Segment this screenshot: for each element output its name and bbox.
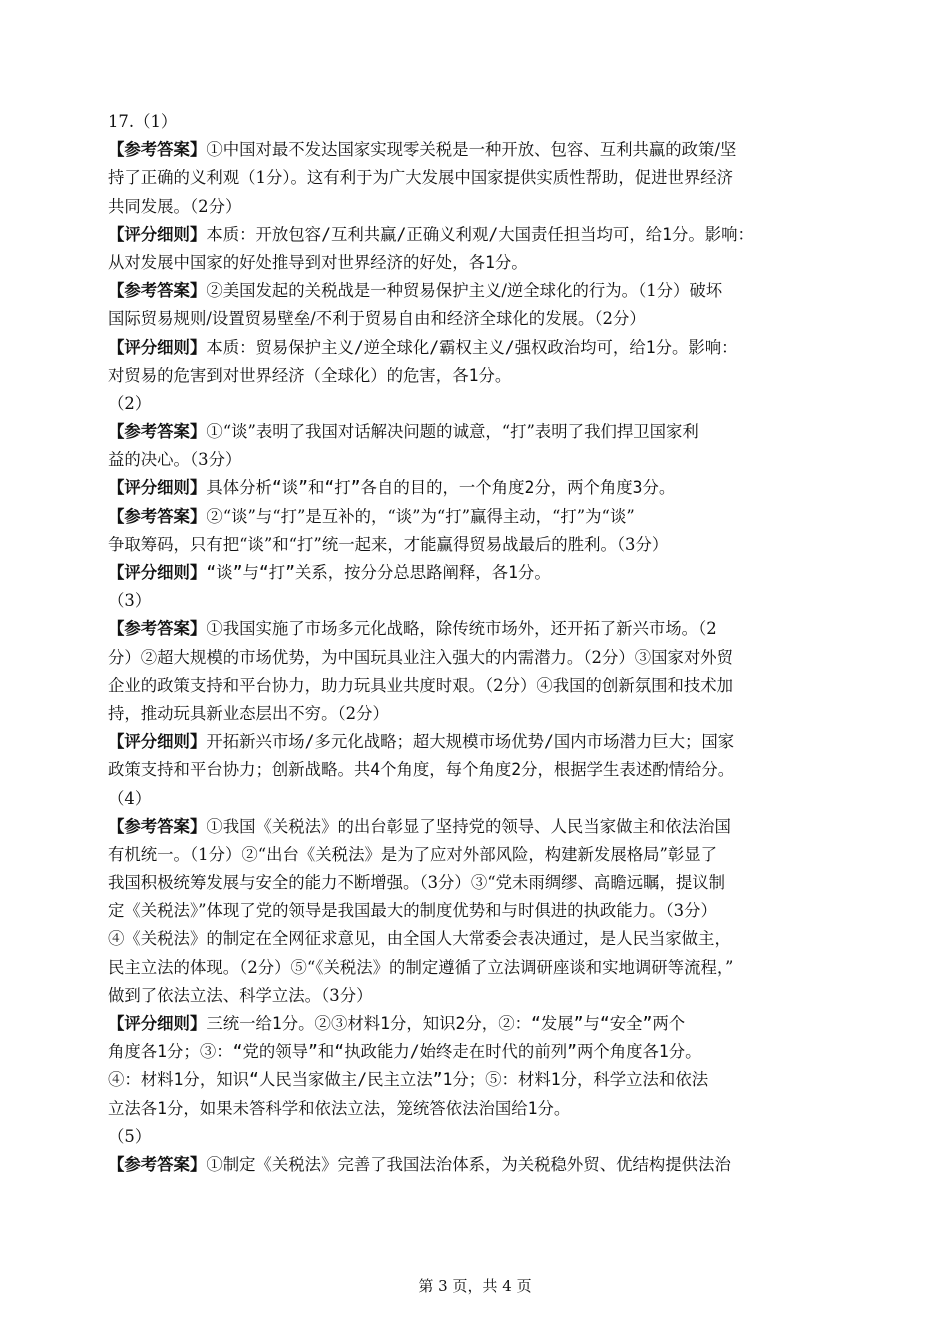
answer-line [108, 305, 850, 333]
answer-line [108, 193, 850, 221]
section-tag: 【参考答案】 [108, 506, 207, 526]
answer-line-labeled [108, 136, 850, 164]
section-tag: 【评分细则】 [108, 224, 207, 244]
answer-text: ①我国《关税法》的出台彰显了坚持党的领导、人民当家做主和依法治国 [206, 816, 731, 836]
answer-text: 做到了依法立法、科学立法。（3分） [108, 985, 373, 1005]
section-tag: 【评分细则】 [108, 478, 207, 498]
answer-line [108, 869, 850, 897]
answer-line-labeled [108, 277, 850, 305]
answer-line [108, 756, 850, 784]
answer-text: 民主立法的体现。（2分）⑤“《关税法》的制定遵循了立法调研座谈和实地调研等流程，” [108, 957, 734, 977]
answer-line-labeled [108, 813, 850, 841]
scoring-detail-text: 对贸易的危害到对世界经济（全球化）的危害，各1分。 [108, 365, 512, 385]
answer-text: 定《关税法》”体现了党的领导是我国最大的制度优势和与时俱进的执政能力。（3分） [108, 901, 717, 921]
scoring-detail-text: 立法各1分，如果未答科学和依法立法，笼统答依法治国给1分。 [108, 1098, 571, 1118]
scoring-detail-text: 开拓新兴市场/多元化战略；超大规模市场优势/国内市场潜力巨大；国家 [206, 732, 735, 752]
answer-line [108, 672, 850, 700]
answer-line [108, 249, 850, 277]
scoring-detail-text: 本质：开放包容/互利共赢/正确义利观/大国责任担当均可，给1分。影响： [206, 224, 754, 244]
answer-text: 益的决心。（3分） [108, 450, 242, 470]
page-footer: 第 3 页，共 4 页 [418, 1277, 532, 1295]
answer-text: ②美国发起的关税战是一种贸易保护主义/逆全球化的行为。（1分）破坏 [206, 281, 723, 301]
answer-text: 我国积极统筹发展与安全的能力不断增强。（3分）③“党未雨绸缪、高瞻远瞩，提议制 [108, 873, 726, 893]
answer-text: （3） [108, 591, 152, 611]
answer-text: ①我国实施了市场多元化战略，除传统市场外，还开拓了新兴市场。（2 [206, 619, 717, 639]
answer-line-labeled [108, 474, 850, 502]
scoring-detail-text: 三统一给1分。②③材料1分，知识2分，②：“发展”与“安全”两个 [206, 1014, 686, 1033]
answer-line [108, 1066, 850, 1094]
scoring-detail-text: 政策支持和平台协力；创新战略。共4个角度，每个角度2分，根据学生表述酌情给分。 [108, 760, 735, 780]
answer-line [108, 446, 850, 474]
section-tag: 【参考答案】 [108, 816, 207, 836]
scoring-detail-text: 本质：贸易保护主义/逆全球化/霸权主义/强权政治均可，给1分。影响： [206, 337, 738, 357]
scoring-detail-text: ④：材料1分，知识“人民当家做主/民主立法”1分；⑤：材料1分，科学立法和依法 [108, 1070, 709, 1090]
answer-text: 有机统一。（1分）②“出台《关税法》是为了应对外部风险，构建新发展格局”彰显了 [108, 844, 718, 864]
answer-line-labeled [108, 559, 850, 587]
answer-line [108, 982, 850, 1010]
answer-line [108, 1038, 850, 1066]
answer-line [108, 164, 850, 192]
answer-line-labeled [108, 418, 850, 446]
section-tag: 【参考答案】 [108, 140, 207, 160]
answer-text: （4） [108, 788, 152, 808]
answer-text: 国际贸易规则/设置贸易壁垒/不利于贸易自由和经济全球化的发展。（2分） [108, 309, 646, 329]
answer-line-labeled [108, 1010, 850, 1038]
answer-text: （2） [108, 393, 152, 413]
answer-line [108, 1123, 850, 1151]
section-tag: 【参考答案】 [108, 619, 207, 639]
answer-line [108, 925, 850, 953]
answer-line [108, 587, 850, 615]
section-tag: 【参考答案】 [108, 422, 207, 442]
answer-text: ④《关税法》的制定在全网征求意见，由全国人大常委会表决通过，是人民当家做主， [108, 929, 731, 949]
answer-line [108, 108, 850, 136]
answer-line [108, 644, 850, 672]
answer-text: （5） [108, 1126, 152, 1146]
section-tag: 【评分细则】 [108, 337, 207, 357]
answer-line-labeled [108, 503, 850, 531]
answer-text: 共同发展。（2分） [108, 196, 242, 216]
answer-line-labeled [108, 334, 850, 362]
scoring-detail-text: 具体分析“谈”和“打”各自的目的，一个角度2分，两个角度3分。 [206, 478, 676, 498]
answer-text: ①制定《关税法》完善了我国法治体系，为关税稳外贸、优结构提供法治 [206, 1154, 731, 1174]
answer-text: 争取筹码，只有把“谈”和“打”统一起来，才能赢得贸易战最后的胜利。（3分） [108, 534, 669, 554]
answer-text: ①“谈”表明了我国对话解决问题的诚意，“打”表明了我们捍卫国家利 [206, 422, 699, 442]
answer-text: ②“谈”与“打”是互补的，“谈”为“打”赢得主动，“打”为“谈” [206, 506, 635, 526]
section-tag: 【参考答案】 [108, 281, 207, 301]
answer-line-labeled [108, 221, 850, 249]
answer-line-labeled [108, 1151, 850, 1179]
answer-line [108, 954, 850, 982]
answer-text: ①中国对最不发达国家实现零关税是一种开放、包容、互利共赢的政策/坚 [206, 140, 737, 160]
scoring-detail-text: “谈”与“打”关系，按分分总思路阐释，各1分。 [206, 563, 551, 582]
answer-line [108, 897, 850, 925]
section-tag: 【评分细则】 [108, 563, 207, 582]
answer-text: 持了正确的义利观（1分）。这有利于为广大发展中国家提供实质性帮助，促进世界经济 [108, 168, 734, 188]
answer-line [108, 841, 850, 869]
answer-line-labeled [108, 615, 850, 643]
answer-line [108, 1095, 850, 1123]
section-tag: 【参考答案】 [108, 1154, 207, 1174]
answer-text: 17.（1） [108, 112, 178, 131]
scoring-detail-text: 从对发展中国家的好处推导到对世界经济的好处，各1分。 [108, 252, 528, 272]
answer-line [108, 531, 850, 559]
answer-line-labeled [108, 728, 850, 756]
answer-text: 分）②超大规模的市场优势，为中国玩具业注入强大的内需潜力。（2分）③国家对外贸 [108, 647, 734, 667]
answer-line [108, 362, 850, 390]
document-page [108, 108, 850, 1179]
answer-line [108, 785, 850, 813]
answer-line [108, 700, 850, 728]
section-tag: 【评分细则】 [108, 1014, 207, 1033]
scoring-detail-text: 角度各1分；③：“党的领导”和“执政能力/始终走在时代的前列”两个角度各1分。 [108, 1042, 702, 1062]
answer-text: 企业的政策支持和平台协力，助力玩具业共度时艰。（2分）④我国的创新氛围和技术加 [108, 675, 734, 695]
answer-text: 持，推动玩具新业态层出不穷。（2分） [108, 703, 389, 723]
answer-line [108, 390, 850, 418]
section-tag: 【评分细则】 [108, 732, 207, 752]
